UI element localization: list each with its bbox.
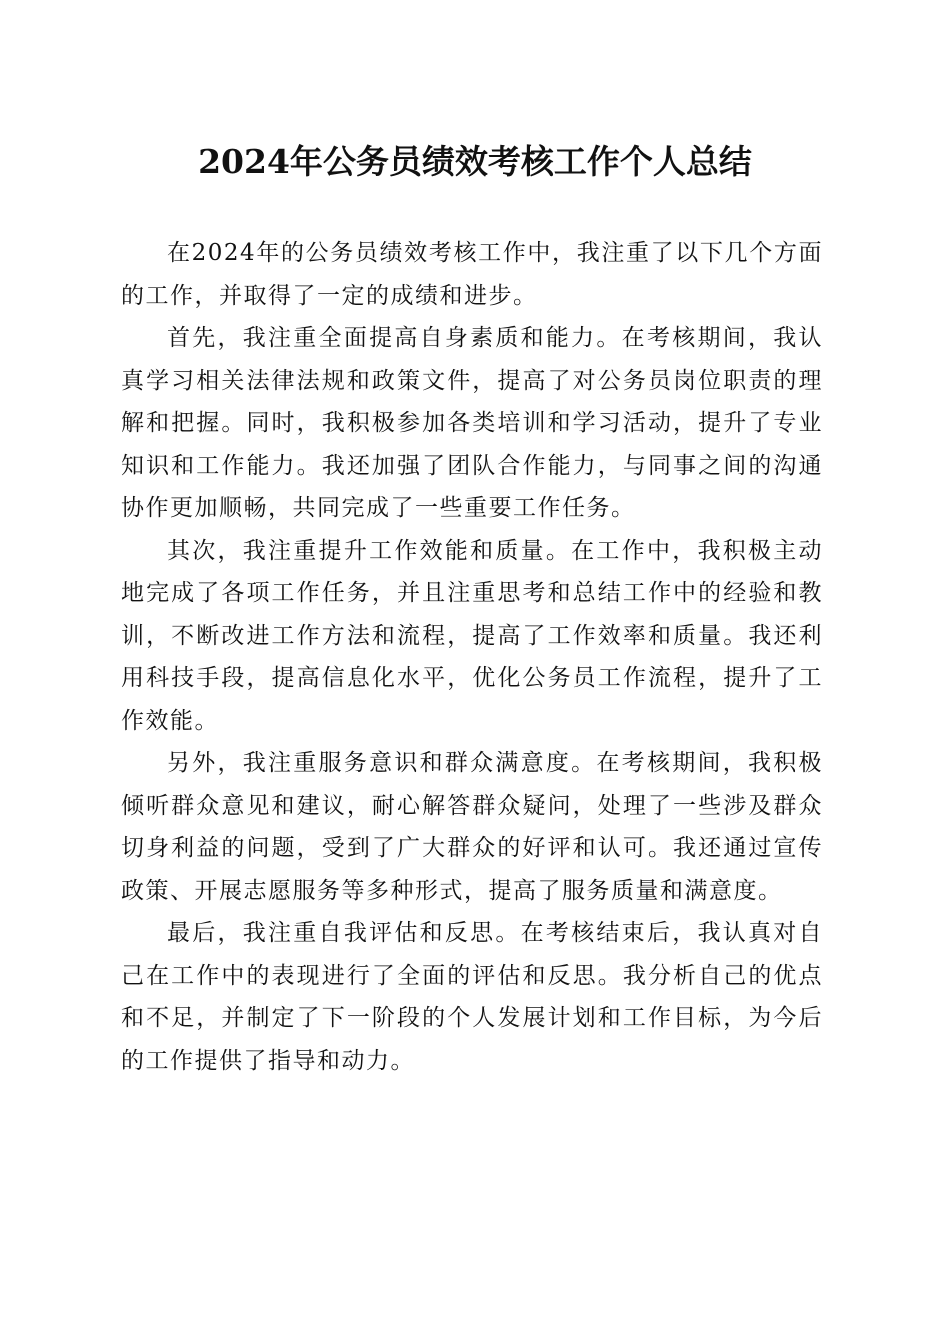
paragraph-intro: 在2024年的公务员绩效考核工作中，我注重了以下几个方面的工作，并取得了一定的成绩和进步。	[121, 240, 823, 309]
document-title: 2024年公务员绩效考核工作个人总结	[198, 142, 752, 181]
paragraph-first: 首先，我注重全面提高自身素质和能力。在考核期间，我认真学习相关法律法规和政策文件，提高了对公务员岗位职责的理解和把握。同时，我积极参加各类培训和学习活动，提升了专业知识和工作能力。我还加强了团队合作能力，与同事之间的沟通协作更加顺畅，共同完成了一些重要工作任务。	[121, 325, 823, 521]
paragraph-third: 另外，我注重服务意识和群众满意度。在考核期间，我积极倾听群众意见和建议，耐心解答群众疑问，处理了一些涉及群众切身利益的问题，受到了广大群众的好评和认可。我还通过宣传政策、开展志愿服务等多种形式，提高了服务质量和满意度。	[121, 750, 823, 904]
paragraph-second: 其次，我注重提升工作效能和质量。在工作中，我积极主动地完成了各项工作任务，并且注重思考和总结工作中的经验和教训，不断改进工作方法和流程，提高了工作效率和质量。我还利用科技手段，提高信息化水平，优化公务员工作流程，提升了工作效能。	[121, 537, 823, 734]
document-body	[121, 232, 823, 1082]
paragraph-last: 最后，我注重自我评估和反思。在考核结束后，我认真对自己在工作中的表现进行了全面的评估和反思。我分析自己的优点和不足，并制定了下一阶段的个人发展计划和工作目标，为今后的工作提供了指导和动力。	[121, 920, 823, 1074]
